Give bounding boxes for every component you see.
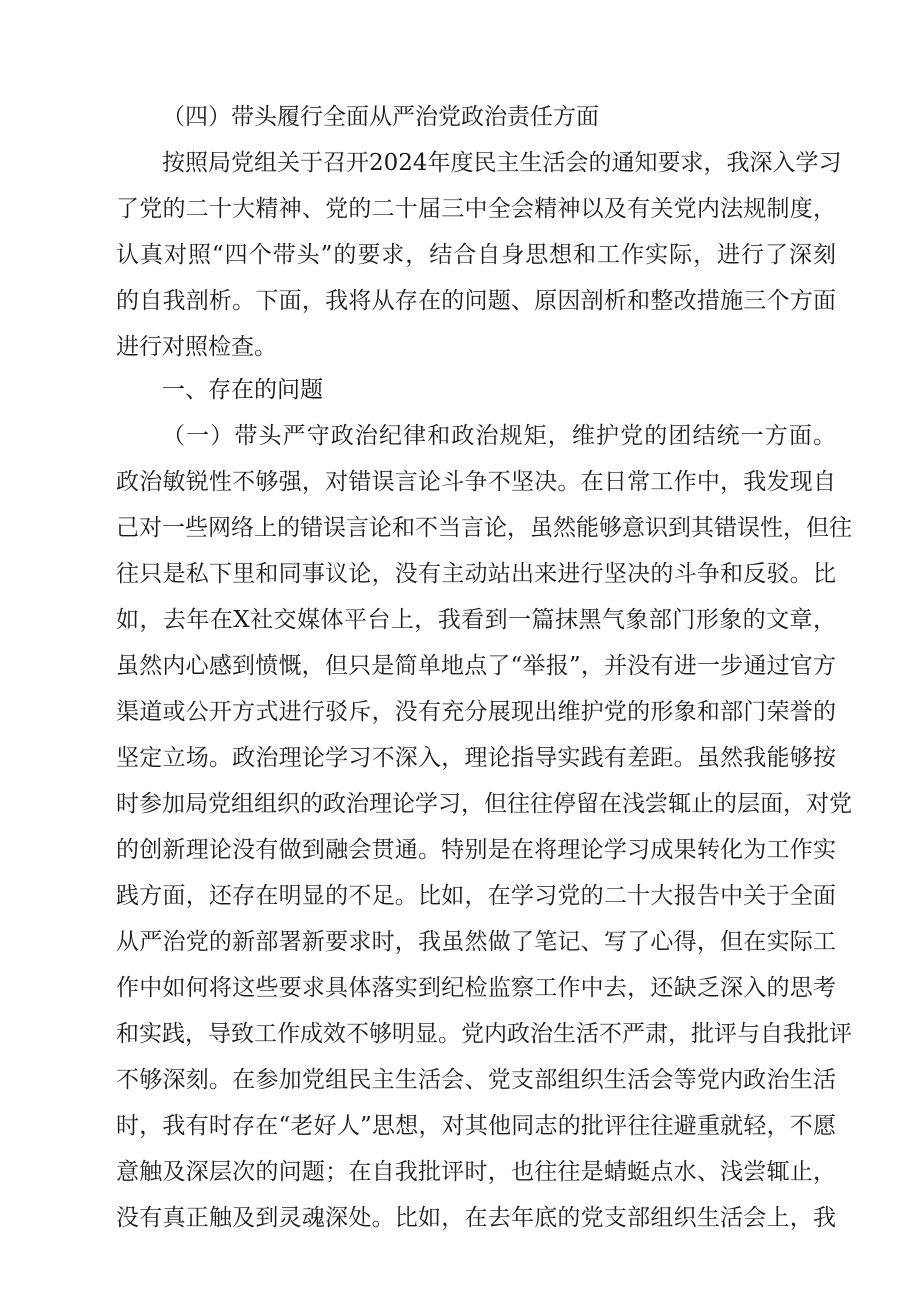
body-line: 虽然内心感到愤慨，但只是简单地点了“举报”，并没有进一步通过官方	[116, 653, 836, 679]
body-line: 时，我有时存在“老好人”思想，对其他同志的批评往往避重就轻，不愿	[116, 1113, 836, 1139]
body-line: 作中如何将这些要求具体落实到纪检监察工作中去，还缺乏深入的思考	[116, 975, 836, 1001]
body-line: 意触及深层次的问题；在自我批评时，也往往是蜻蜓点水、浅尝辄止，	[116, 1159, 836, 1185]
body-line: 政治敏锐性不够强，对错误言论斗争不坚决。在日常工作中，我发现自	[116, 469, 836, 495]
body-line: （一）带头严守政治纪律和政治规矩，维护党的团结统一方面。	[162, 423, 836, 449]
body-line: 坚定立场。政治理论学习不深入，理论指导实践有差距。虽然我能够按	[116, 745, 836, 771]
intro-line: 的自我剖析。下面，我将从存在的问题、原因剖析和整改措施三个方面	[116, 288, 836, 314]
body-line: 渠道或公开方式进行驳斥，没有充分展现出维护党的形象和部门荣誉的	[116, 699, 836, 725]
body-line: 时参加局党组组织的政治理论学习，但往往停留在浅尝辄止的层面，对党	[116, 791, 852, 817]
body-line: 往只是私下里和同事议论，没有主动站出来进行坚决的斗争和反驳。比	[116, 561, 836, 587]
intro-line: 认真对照“四个带头”的要求，结合自身思想和工作实际，进行了深刻	[116, 242, 836, 268]
body-line: 从严治党的新部署新要求时，我虽然做了笔记、写了心得，但在实际工	[116, 929, 836, 955]
intro-line: 了党的二十大精神、党的二十届三中全会精神以及有关党内法规制度，	[116, 196, 836, 222]
section-heading-problems: 一、存在的问题	[162, 377, 323, 403]
body-line: 己对一些网络上的错误言论和不当言论，虽然能够意识到其错误性，但往	[116, 515, 852, 541]
body-line: 和实践，导致工作成效不够明显。党内政治生活不严肃，批评与自我批评	[116, 1021, 852, 1047]
body-line: 的创新理论没有做到融会贯通。特别是在将理论学习成果转化为工作实	[116, 837, 836, 863]
intro-line: 进行对照检查。	[116, 334, 277, 360]
body-line: 如，去年在X社交媒体平台上，我看到一篇抹黑气象部门形象的文章，	[116, 607, 836, 633]
intro-line: 按照局党组关于召开2024年度民主生活会的通知要求，我深入学习	[162, 150, 842, 176]
body-line: 没有真正触及到灵魂深处。比如，在去年底的党支部组织生活会上，我	[116, 1205, 836, 1231]
body-line: 不够深刻。在参加党组民主生活会、党支部组织生活会等党内政治生活	[116, 1067, 836, 1093]
section-four-title: （四）带头履行全面从严治党政治责任方面	[162, 104, 599, 130]
body-line: 践方面，还存在明显的不足。比如，在学习党的二十大报告中关于全面	[116, 883, 836, 909]
